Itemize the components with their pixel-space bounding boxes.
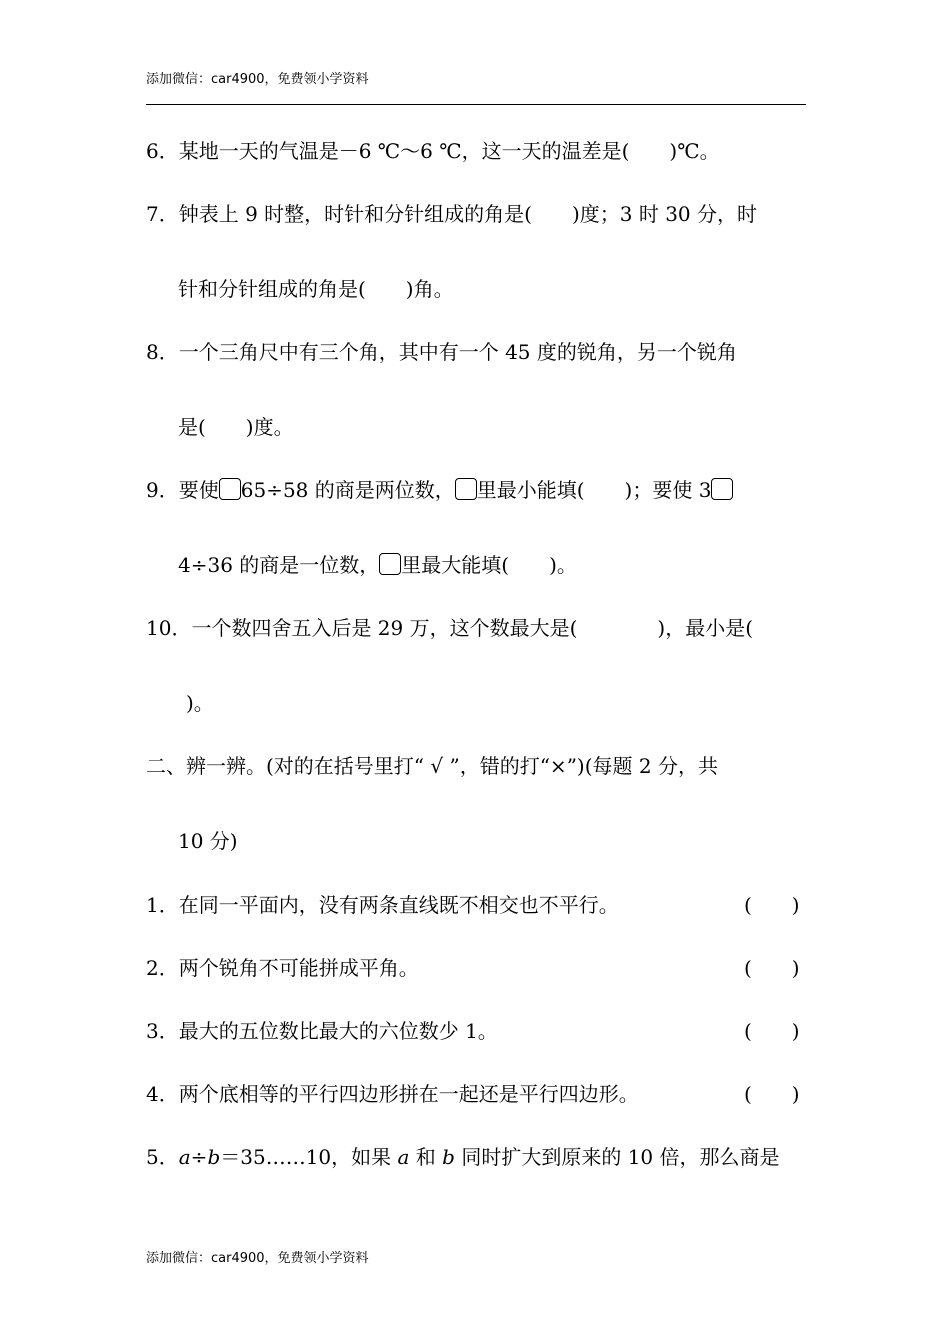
question-9-line2 bbox=[178, 553, 577, 577]
page-footer: 添加微信：car4900，免费领小学资料 bbox=[146, 1251, 369, 1266]
q9-part1: 9．要使 bbox=[146, 478, 219, 502]
var-b2: b bbox=[442, 1145, 455, 1169]
question-8-line2: 是( )度。 bbox=[178, 415, 294, 439]
judge-item-3: 3．最大的五位数比最大的六位数少 1。 bbox=[146, 1019, 498, 1043]
judge-item-5 bbox=[146, 1145, 780, 1169]
blank-box bbox=[379, 553, 401, 575]
question-10-line1: 10．一个数四舍五入后是 29 万，这个数最大是( )，最小是( bbox=[146, 616, 754, 640]
header-rule bbox=[146, 104, 806, 105]
q9-part3: 里最小能填( )；要使 3 bbox=[476, 478, 712, 502]
judge-item-2: 2．两个锐角不可能拼成平角。 bbox=[146, 956, 419, 980]
answer-paren-4: ( ) bbox=[744, 1082, 800, 1106]
question-8-line1: 8．一个三角尺中有三个角，其中有一个 45 度的锐角，另一个锐角 bbox=[146, 340, 737, 364]
question-10-line2: )。 bbox=[186, 691, 214, 715]
question-7-line2: 针和分针组成的角是( )角。 bbox=[178, 277, 454, 301]
var-a: a bbox=[178, 1145, 191, 1169]
answer-paren-2: ( ) bbox=[744, 956, 800, 980]
judge-item-1: 1．在同一平面内，没有两条直线既不相交也不平行。 bbox=[146, 893, 619, 917]
q9-part2: 65÷58 的商是两位数， bbox=[240, 478, 455, 502]
blank-box bbox=[455, 478, 477, 500]
j5-num: 5． bbox=[146, 1145, 179, 1169]
q9-part4: 4÷36 的商是一位数， bbox=[178, 553, 380, 577]
answer-paren-3: ( ) bbox=[744, 1019, 800, 1043]
question-9-line1 bbox=[146, 478, 733, 502]
j5-part1: ＝35……10，如果 bbox=[220, 1145, 398, 1169]
var-b: b bbox=[207, 1145, 221, 1169]
section-2-title-line2: 10 分) bbox=[178, 829, 238, 853]
question-6: 6．某地一天的气温是－6 ℃～6 ℃，这一天的温差是( )℃。 bbox=[146, 139, 720, 163]
judge-item-4: 4．两个底相等的平行四边形拼在一起还是平行四边形。 bbox=[146, 1082, 639, 1106]
question-7-line1: 7．钟表上 9 时整，时针和分针组成的角是( )度；3 时 30 分，时 bbox=[146, 202, 758, 226]
j5-part3: 同时扩大到原来的 10 倍，那么商是 bbox=[454, 1145, 780, 1169]
blank-box bbox=[711, 478, 733, 500]
div-sign: ÷ bbox=[190, 1145, 208, 1169]
section-2-title: 二、辨一辨。(对的在括号里打“ √ ”，错的打“×”)(每题 2 分，共 bbox=[146, 754, 718, 778]
answer-paren-1: ( ) bbox=[744, 893, 800, 917]
page-header: 添加微信：car4900，免费领小学资料 bbox=[146, 72, 369, 87]
var-a2: a bbox=[397, 1145, 410, 1169]
q9-part5: 里最大能填( )。 bbox=[401, 553, 577, 577]
j5-part2: 和 bbox=[409, 1145, 443, 1169]
blank-box bbox=[219, 478, 241, 500]
